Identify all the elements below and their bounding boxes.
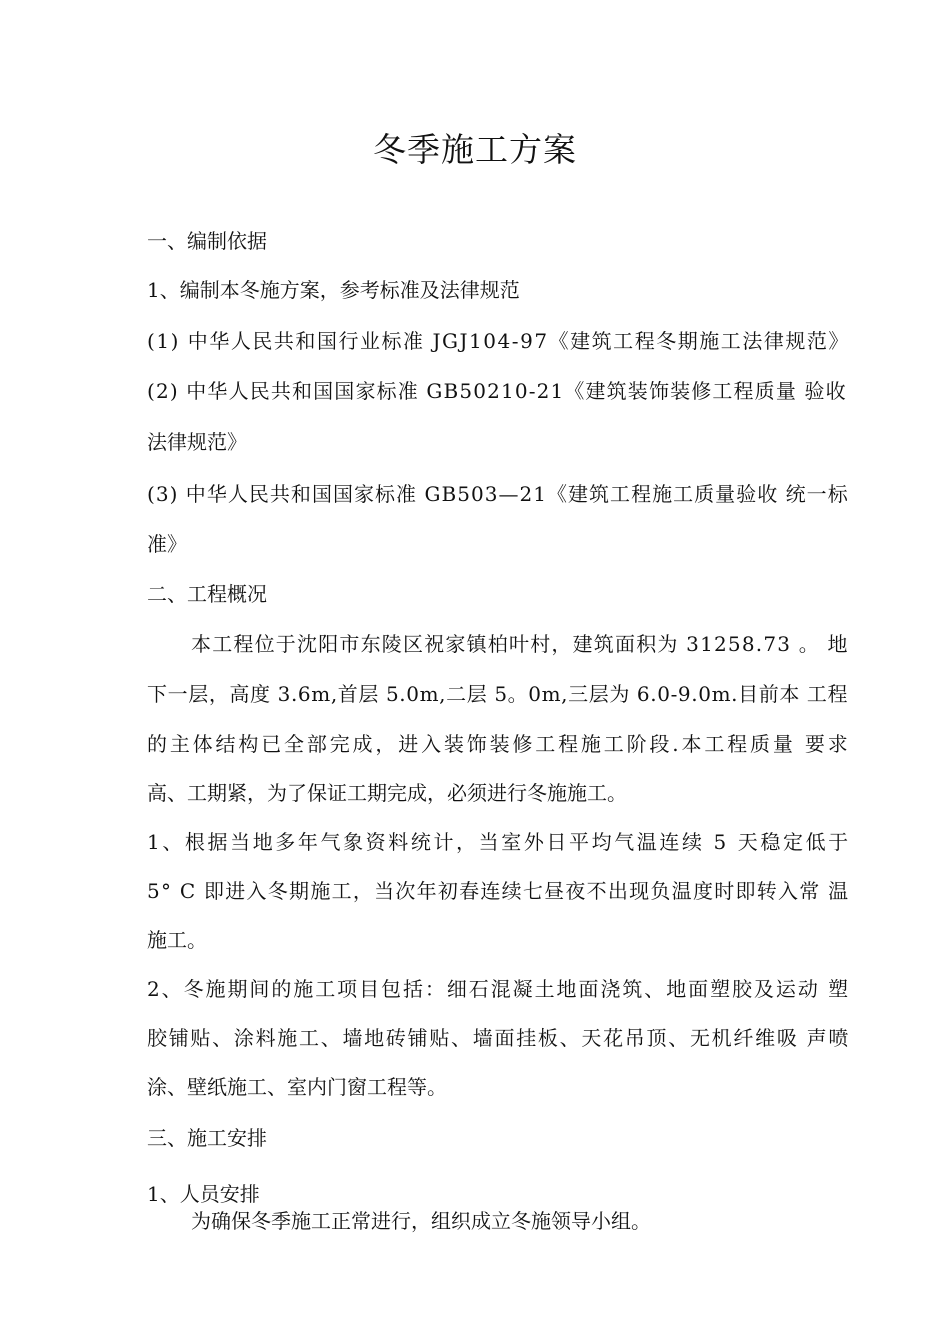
paragraph-line: 1、根据当地多年气象资料统计，当室外日平均气温连续 5 天稳定低于 — [147, 830, 851, 854]
paragraph-line: (3) 中华人民共和国国家标准 GB503—21《建筑工程施工质量验收 统一标 — [147, 482, 849, 506]
section-heading-arrangement: 三、施工安排 — [147, 1126, 267, 1150]
paragraph-line: 1、编制本冬施方案，参考标准及法律规范 — [147, 278, 520, 302]
paragraph-line: 本工程位于沈阳市东陵区祝家镇柏叶村，建筑面积为 31258.73 。 地 — [191, 632, 849, 656]
section-heading-basis: 一、编制依据 — [147, 229, 267, 253]
paragraph-line: 施工。 — [147, 928, 207, 952]
paragraph-line: (2) 中华人民共和国国家标准 GB50210-21《建筑装饰装修工程质量 验收 — [147, 379, 847, 403]
paragraph-line: 的主体结构已全部完成，进入装饰装修工程施工阶段.本工程质量 要求 — [147, 732, 851, 756]
paragraph-line: (1) 中华人民共和国行业标准 JGJ104-97《建筑工程冬期施工法律规范》 — [147, 329, 850, 353]
paragraph-line: 胶铺贴、涂料施工、墙地砖铺贴、墙面挂板、天花吊顶、无机纤维吸 声喷 — [147, 1026, 851, 1050]
paragraph-line: 涂、壁纸施工、室内门窗工程等。 — [147, 1075, 447, 1099]
paragraph-line: 5° C 即进入冬期施工，当次年初春连续七昼夜不出现负温度时即转入常 温 — [147, 879, 850, 903]
paragraph-line: 准》 — [147, 532, 187, 556]
subheading-staffing: 1、人员安排 — [147, 1182, 260, 1206]
paragraph-line: 高、工期紧，为了保证工期完成，必须进行冬施施工。 — [147, 781, 627, 805]
paragraph-line: 下一层，高度 3.6m,首层 5.0m,二层 5。0m,三层为 6.0-9.0m.目前本 工程 — [147, 682, 849, 706]
paragraph-line: 为确保冬季施工正常进行，组织成立冬施领导小组。 — [191, 1209, 651, 1233]
paragraph-line: 法律规范》 — [147, 430, 247, 454]
paragraph-line: 2、冬施期间的施工项目包括：细石混凝土地面浇筑、地面塑胶及运动 塑 — [147, 977, 851, 1001]
document-title: 冬季施工方案 — [373, 130, 577, 169]
section-heading-overview: 二、工程概况 — [147, 582, 267, 606]
